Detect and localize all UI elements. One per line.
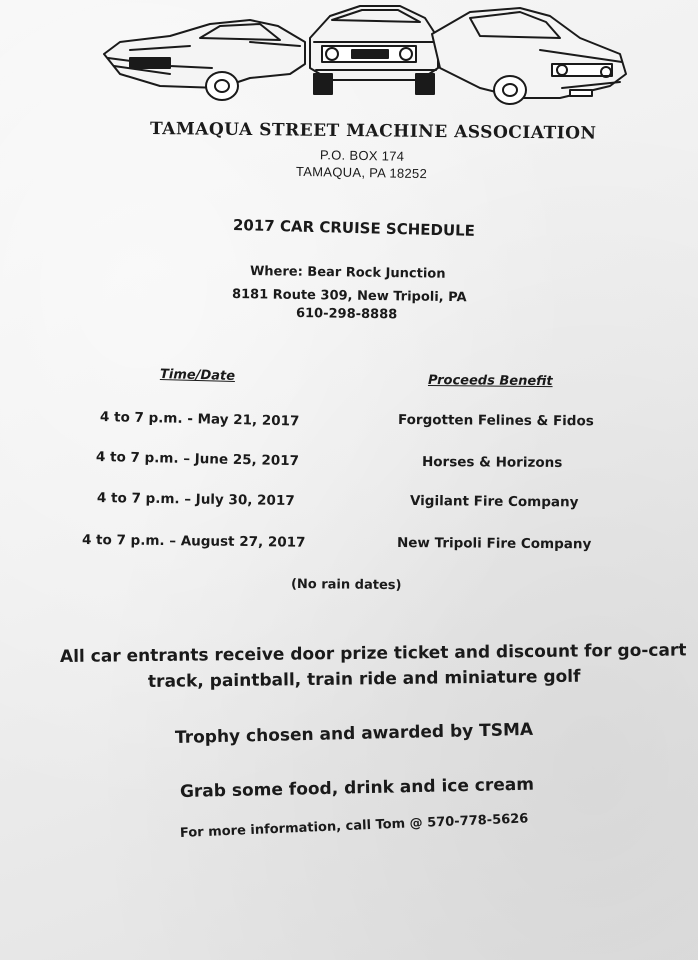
schedule-benefit-4: New Tripoli Fire Company: [396, 535, 592, 553]
schedule-benefit-3: Vigilant Fire Company: [409, 493, 579, 511]
schedule-benefit-2: Horses & Horizons: [421, 454, 563, 471]
schedule-time-4: 4 to 7 p.m. – August 27, 2017: [81, 532, 306, 551]
left-car-drawing: [104, 20, 305, 100]
schedule-title: 2017 CAR CRUISE SCHEDULE: [232, 216, 476, 240]
city-state-zip: TAMAQUA, PA 18252: [295, 163, 428, 182]
organization-name: TAMAQUA STREET MACHINE ASSOCIATION: [149, 119, 597, 144]
no-rain-dates-note: (No rain dates): [290, 577, 402, 594]
entrants-note-line2: track, paintball, train ride and miniature golf: [147, 666, 581, 692]
schedule-benefit-1: Forgotten Felines & Fidos: [397, 412, 594, 430]
event-location: Where: Bear Rock Junction: [249, 264, 446, 282]
middle-car-drawing: [310, 6, 438, 94]
schedule-time-1: 4 to 7 p.m. - May 21, 2017: [99, 409, 300, 430]
po-box: P.O. BOX 174: [319, 147, 405, 164]
contact-info: For more information, call Tom @ 570-778-5626: [179, 811, 529, 841]
event-address: 8181 Route 309, New Tripoli, PA: [231, 287, 467, 306]
proceeds-benefit-header: Proceeds Benefit: [427, 373, 553, 390]
food-note: Grab some food, drink and ice cream: [179, 774, 535, 802]
classic-cars-illustration: [100, 2, 630, 112]
event-phone: 610-298-8888: [295, 306, 398, 323]
trophy-note: Trophy chosen and awarded by TSMA: [174, 719, 534, 748]
time-date-header: Time/Date: [159, 367, 236, 384]
schedule-time-2: 4 to 7 p.m. – June 25, 2017: [95, 449, 300, 470]
schedule-time-3: 4 to 7 p.m. – July 30, 2017: [96, 490, 295, 510]
entrants-note-line1: All car entrants receive door prize ticket and discount for go-cart: [59, 640, 687, 667]
right-car-drawing: [432, 8, 626, 104]
